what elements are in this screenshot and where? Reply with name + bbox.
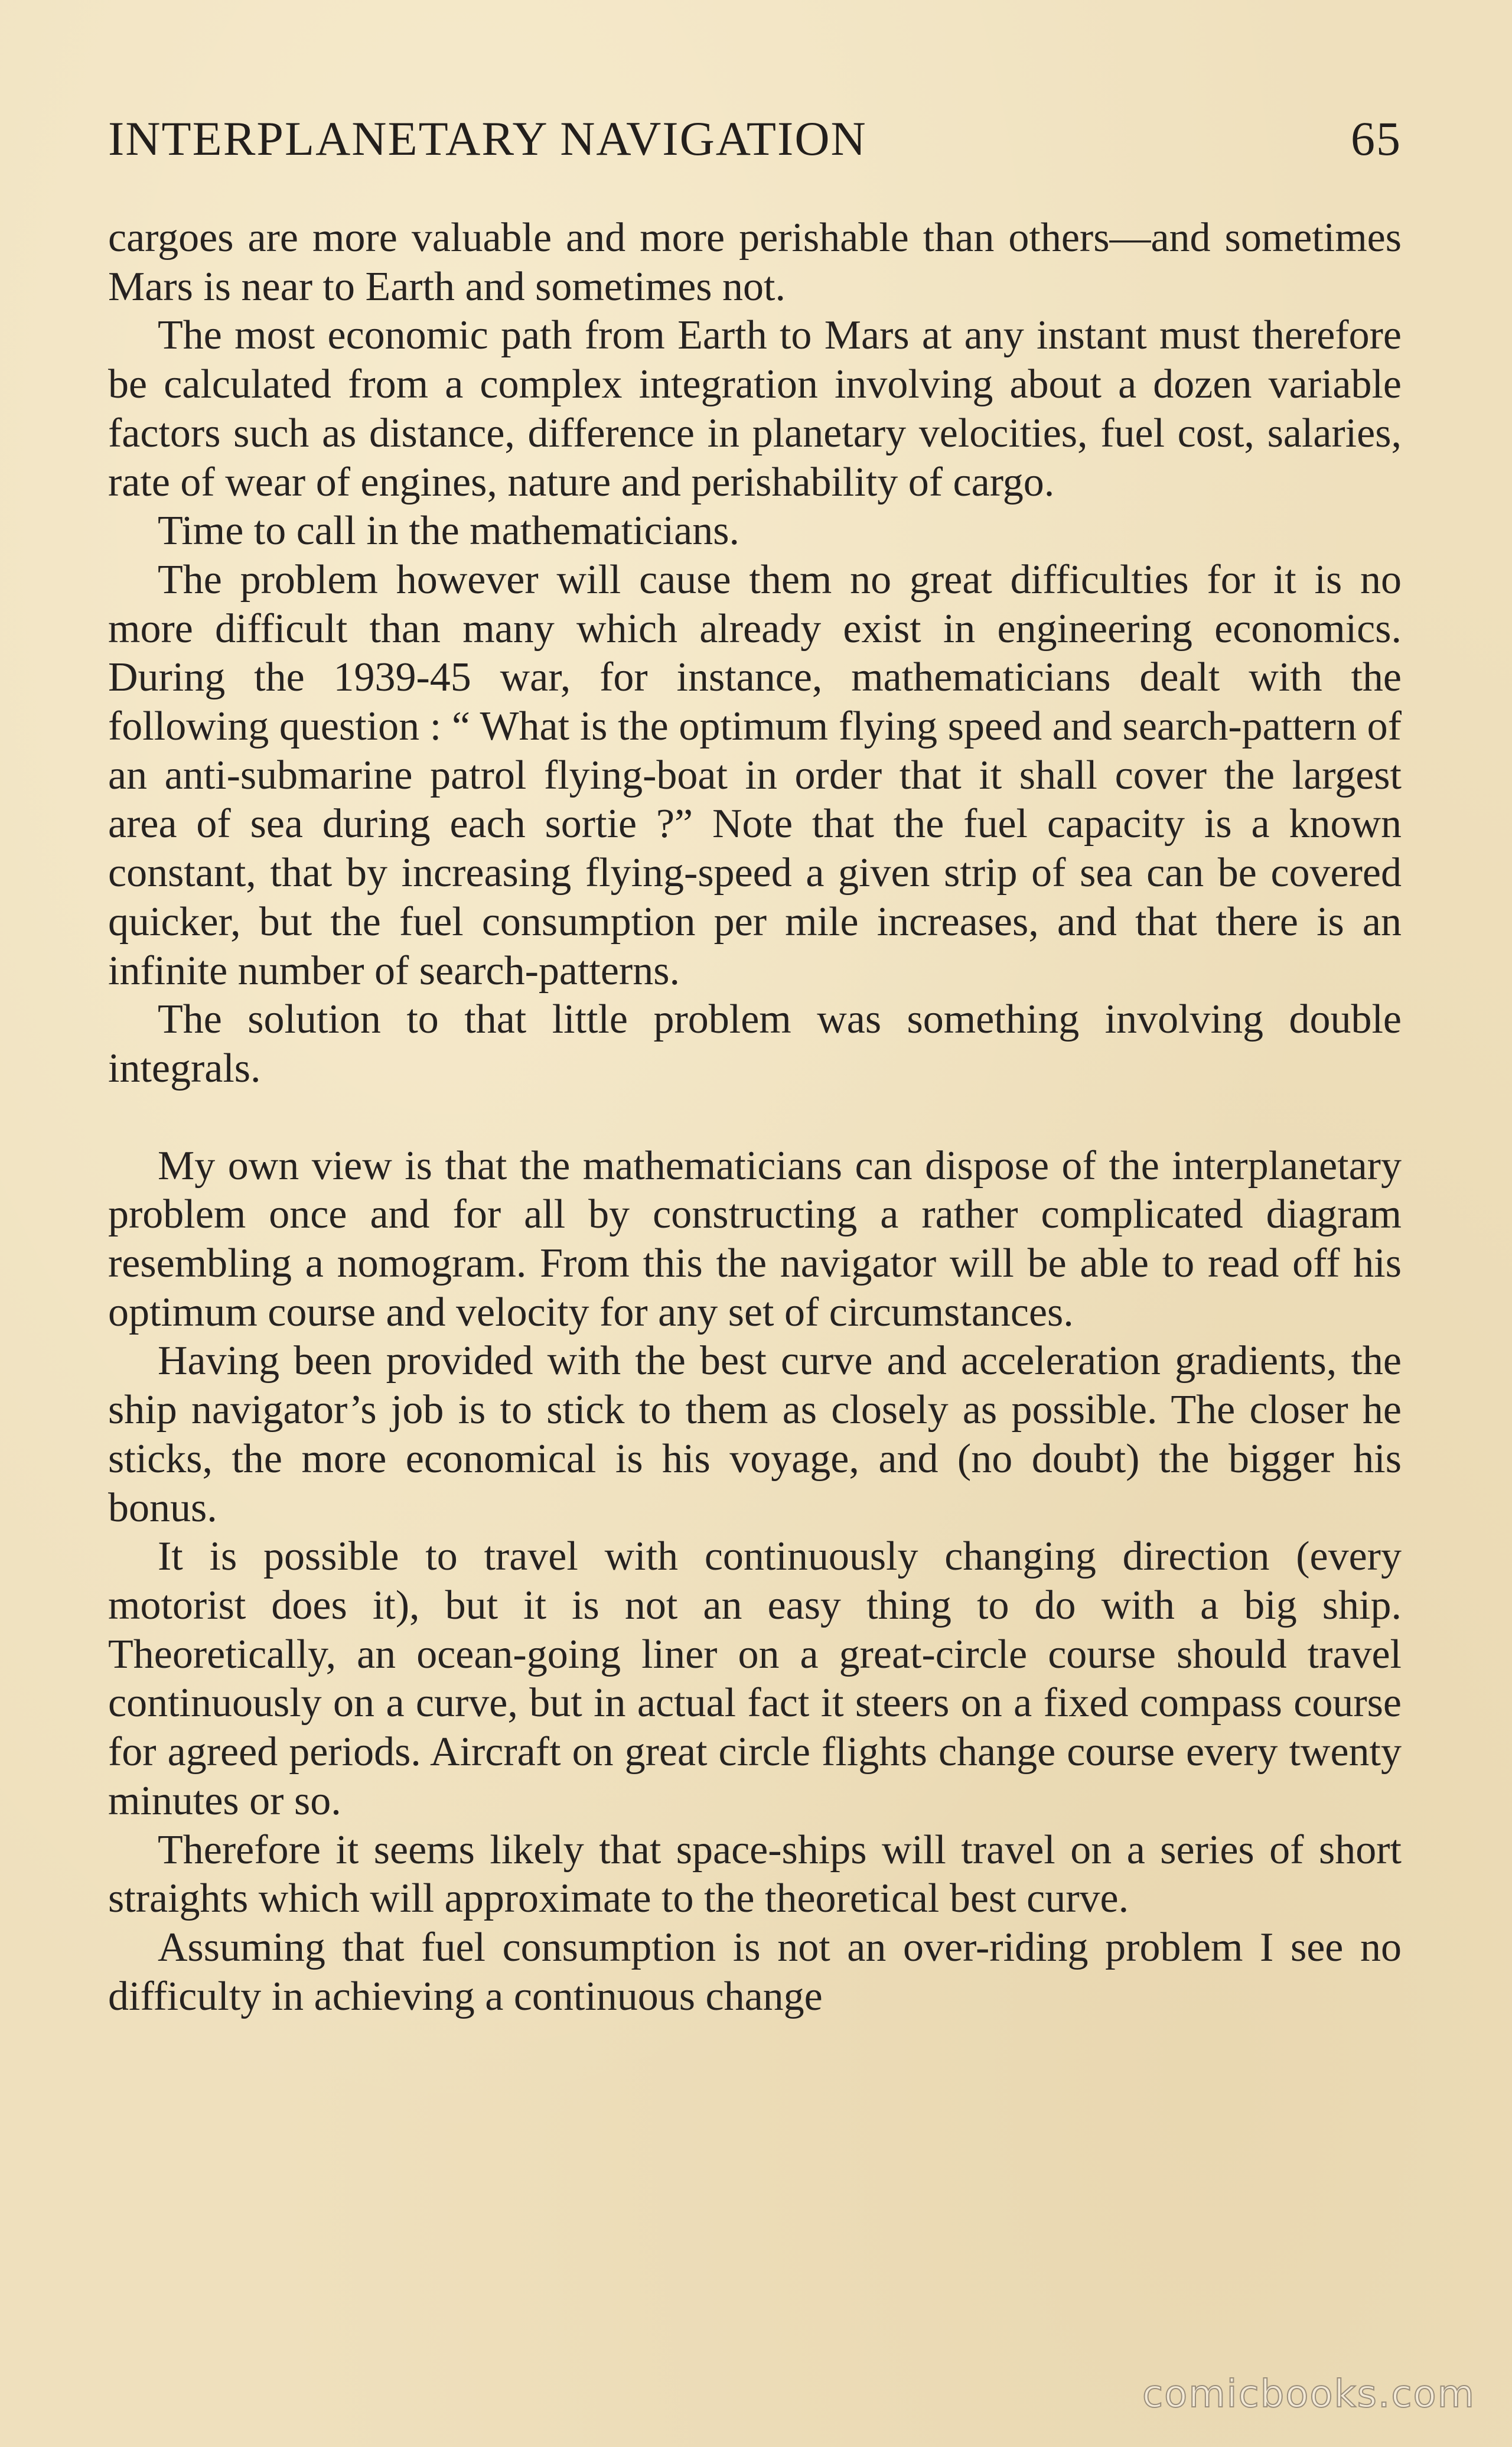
paragraph: Time to call in the mathematicians. [158, 508, 739, 554]
watermark: comicbooks.com [1142, 2373, 1475, 2416]
paragraph: The problem however will cause them no great difficulties for it is no more difficult than many which already exist in engineering economics. During the 1939-45 war, for instance, mathematicians dealt with the following question : “ What is the optimum flying speed and search-pattern of an anti-submarine patrol flying-boat in order that it shall cover the largest area of sea during each sortie ?” Note that the fuel capacity is a known constant, that by increasing flying-speed a given strip of sea can be covered quicker, but the fuel consumption per mile increases, and that there is an infinite number of search-patterns. [108, 557, 1402, 994]
paragraph: My own view is that the mathematicians can dispose of the interplanetary problem once and for all by constructing a rather complicated diagram resembling a nomogram. From this the navigator will be able to read off his optimum course and velocity for any set of circumstances. [108, 1143, 1402, 1335]
paragraph-continuation: cargoes are more valuable and more perishable than others—and sometimes Mars is near to Earth and sometimes not. [108, 215, 1402, 310]
page-header [108, 111, 1402, 176]
paragraph: Assuming that fuel consumption is not an over-riding problem I see no difficulty in achieving a continuous change [108, 1924, 1402, 2019]
body-text [108, 214, 1402, 2021]
paragraph: Having been provided with the best curve and acceleration gradients, the ship navigator’s job is to stick to them as closely as possible. The closer he sticks, the more economical is his voyage, and (no doubt) the bigger his bonus. [108, 1338, 1402, 1531]
paragraph: The most economic path from Earth to Mars at any instant must therefore be calculated from a complex integration involving about a dozen variable factors such as distance, difference in planetary velocities, fuel cost, salaries, rate of wear of engines, nature and perishability of cargo. [108, 313, 1402, 505]
running-head: INTERPLANETARY NAVIGATION [108, 112, 867, 165]
page-number: 65 [1351, 112, 1402, 165]
paragraph: Therefore it seems likely that space-ships will travel on a series of short straights which will approximate to the theoretical best curve. [108, 1827, 1402, 1922]
paragraph: The solution to that little problem was something involving double integrals. [108, 997, 1402, 1091]
paragraph: It is possible to travel with continuously changing direction (every motorist does it), but it is not an easy thing to do with a big ship. Theoretically, an ocean-going liner on a great-circle course should travel continuously on a curve, but in actual fact it steers on a fixed compass course for agreed periods. Aircraft on great circle flights change course every twenty minutes or so. [108, 1534, 1402, 1824]
section-break [108, 1094, 1402, 1142]
